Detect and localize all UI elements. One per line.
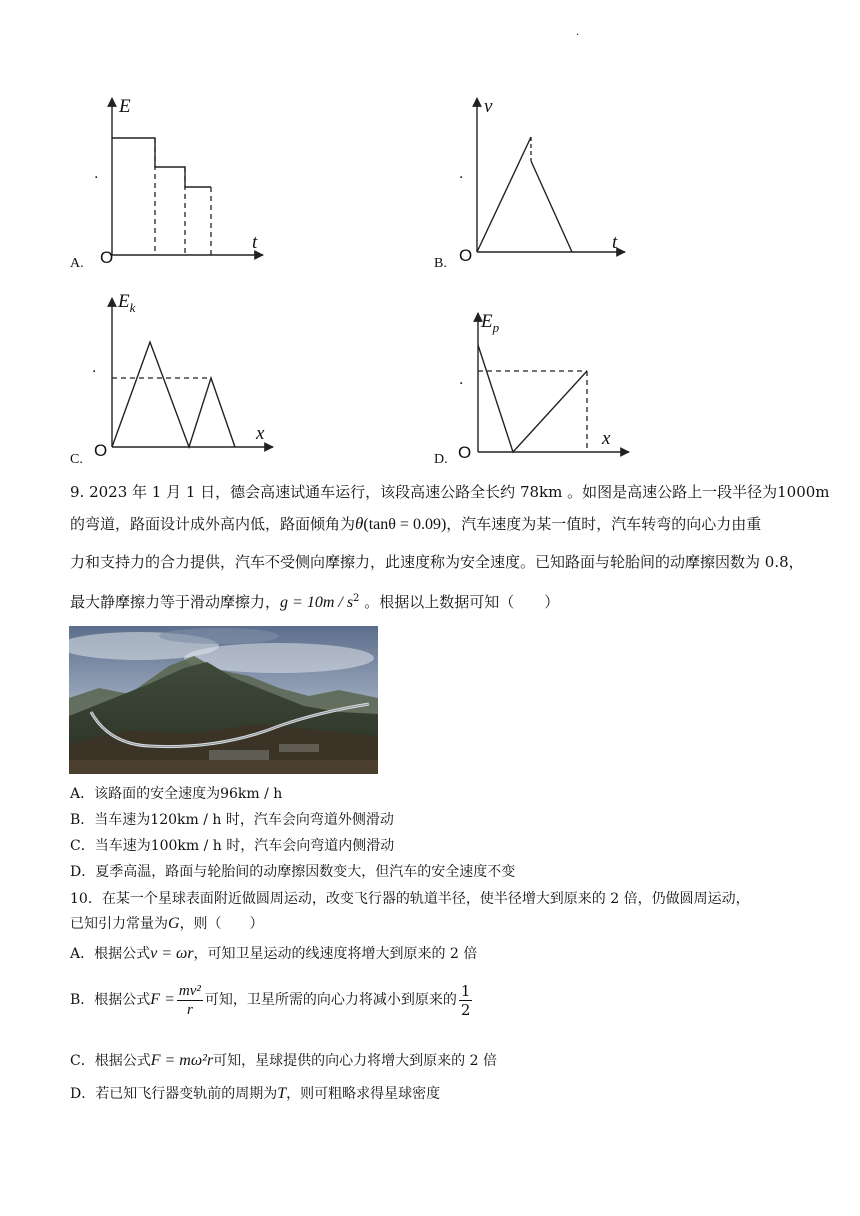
q9-line2-a: 的弯道，路面设计成外高内低，路面倾角为 [70,515,356,533]
graph-c-y-label: $E_k$ [118,291,136,315]
graph-d-option: D. [434,452,448,467]
fall-line [531,161,572,252]
graph-c-dot: · [92,364,97,380]
q9-theta: θ [355,514,364,533]
graph-c-y-sub: k [129,300,136,315]
q10-b-num: mv² [178,982,201,999]
graph-b-y-label: v [484,96,493,117]
potential-line [478,345,587,452]
q10-b-half-num: 1 [460,981,471,1000]
q10-b-fraction [177,982,203,1019]
q9-line-2 [70,514,761,535]
graph-c-option: C. [70,452,83,467]
q10-line-1: 10．在某一个星球表面附近做圆周运动，改变飞行器的轨道半径，使半径增大到原来的 2 倍，仍做圆周运动， [70,891,750,907]
q9-g-sup: 2 [353,593,360,604]
graph-a-dot: · [94,170,99,186]
q9-choice-a: A．该路面的安全速度为96km / h [70,786,283,802]
graph-a-x-label: t [252,232,258,253]
q10-a-post: ，可知卫星运动的线速度将增大到原来的 2 倍 [193,946,478,962]
header-dot: · [576,30,580,41]
graph-a-y-label: E [119,96,131,117]
q9-choice-c: C．当车速为100km / h 时，汽车会向弯道内侧滑动 [70,838,395,854]
q10-line2-a: 已知引力常量为 [70,916,168,932]
q10-c-post: 可知，星球提供的向心力将增大到原来的 2 倍 [213,1053,497,1069]
graph-b-dot: · [459,170,464,186]
q10-line2-b: ，则（ ） [179,916,264,932]
q10-choice-a [70,945,477,963]
graph-d-origin: O [458,443,472,462]
q10-choice-c [70,1052,497,1070]
q10-b-half [459,982,473,1019]
q10-line-2 [70,915,264,933]
q10-G: G [168,915,180,932]
graph-a-option: A. [70,256,84,271]
q10-a-formula: v = ωr [150,945,194,962]
graph-a-origin: O [100,248,114,267]
q10-b-post: 可知，卫星所需的向心力将减小到原来的 [204,992,457,1008]
graph-c-x-label: x [256,423,265,444]
highway-photo [69,626,378,774]
q9-line-3: 力和支持力的合力提供，汽车不受侧向摩擦力，此速度称为安全速度。已知路面与轮胎间的动摩擦因数为 0.8， [70,553,804,571]
graph-c-origin: O [94,441,108,460]
graph-d-y-label: $E_p$ [481,311,500,335]
q9-line-1: 9. 2023 年 1 月 1 日，德会高速试通车运行，该段高速公路全长约 78km 。如图是高速公路上一段半径为1000m [70,483,830,501]
rise-line [477,137,531,252]
kinetic-line [112,342,235,447]
graph-d-y-sub: p [492,320,500,335]
q9-tan: (tanθ = 0.09) [363,516,447,533]
q9-line4-b: 。根据以上数据可知（ ） [359,593,560,611]
graph-d-dot: · [459,376,464,392]
q9-line-4 [70,589,559,613]
q9-g: g = 10m / s [280,594,354,611]
highway-photo-svg [69,626,378,774]
graph-c [70,290,280,460]
q10-choice-b [70,980,474,1020]
q10-choice-d [70,1085,440,1103]
q9-choice-d: D．夏季高温，路面与轮胎间的动摩擦因数变大，但汽车的安全速度不变 [70,864,516,880]
graph-b-x-label: t [612,232,618,253]
q10-c-formula: F = mω²r [150,1052,214,1069]
q10-b-den: r [186,1001,193,1018]
graph-d-x-label: x [602,428,611,449]
graph-b-origin: O [459,246,473,265]
q10-b-F: F = [150,991,175,1008]
graph-b-option: B. [434,256,447,271]
q10-d-T: T [277,1085,287,1102]
q10-d-post: ，则可粗略求得星球密度 [286,1086,441,1102]
q9-line2-c: ，汽车速度为某一值时，汽车转弯的向心力由重 [446,515,762,533]
energy-steps [112,138,211,187]
q9-line4-a: 最大静摩擦力等于滑动摩擦力， [70,593,281,611]
q10-b-half-den: 2 [460,1000,471,1019]
q10-b-pre: B．根据公式 [70,992,151,1008]
q10-d-pre: D．若已知飞行器变轨前的周期为 [70,1086,278,1102]
q10-a-pre: A．根据公式 [70,946,151,962]
q10-c-pre: C．根据公式 [70,1053,151,1069]
q9-choice-b: B．当车速为120km / h 时，汽车会向弯道外侧滑动 [70,812,394,828]
